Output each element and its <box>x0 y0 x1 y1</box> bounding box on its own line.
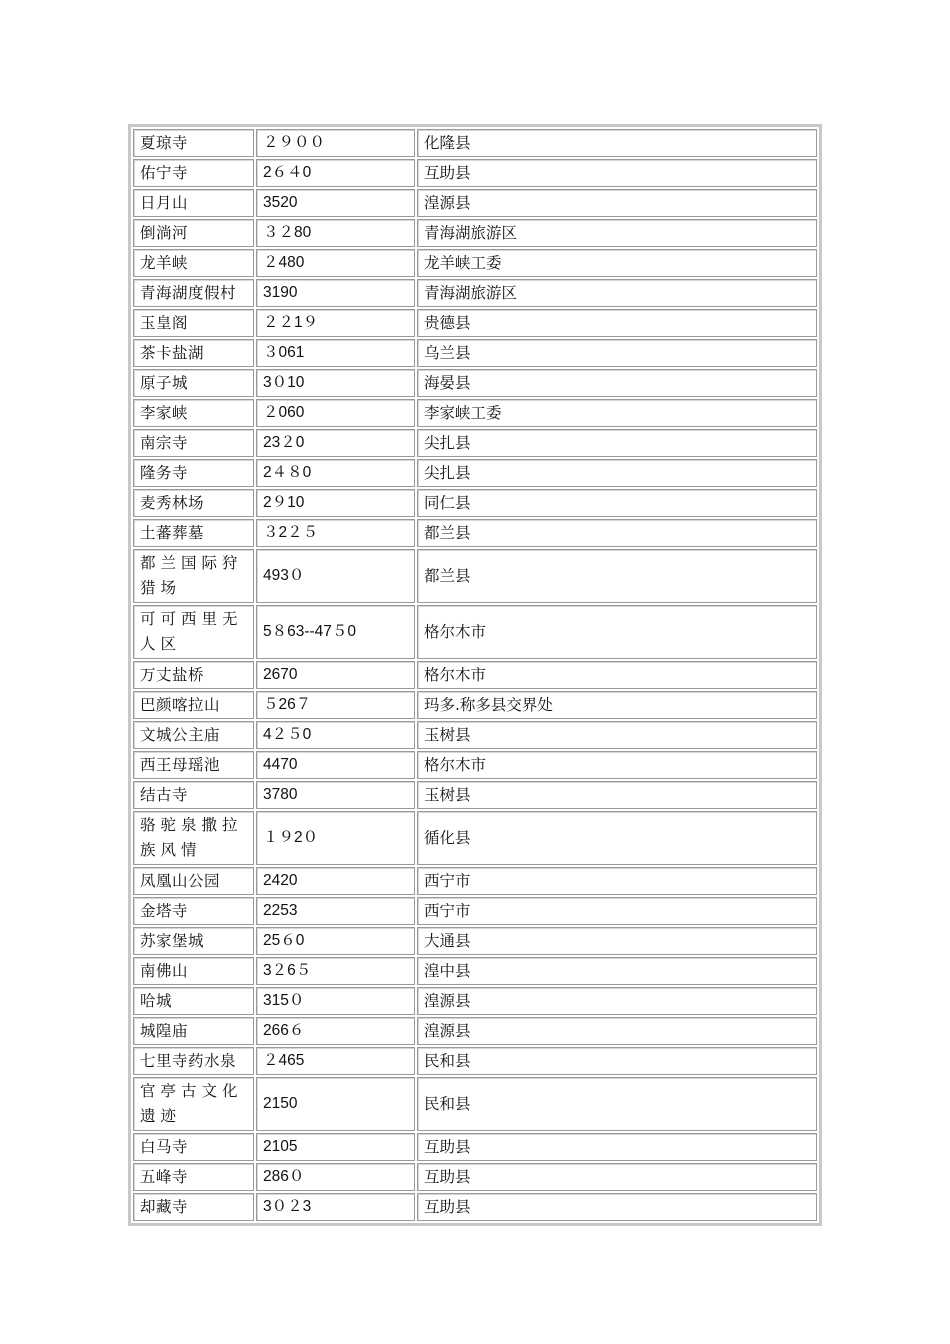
location-cell: 都兰县 <box>417 549 817 603</box>
spot-name-cell: 苏家堡城 <box>133 927 254 955</box>
table-row <box>133 519 817 547</box>
table-row <box>133 781 817 809</box>
spot-name-cell: 结古寺 <box>133 781 254 809</box>
table-row <box>133 661 817 689</box>
altitude-cell: 2４８0 <box>256 459 415 487</box>
altitude-cell: ２060 <box>256 399 415 427</box>
table-row <box>133 811 817 865</box>
spot-name-cell: 李家峡 <box>133 399 254 427</box>
altitude-cell: 2253 <box>256 897 415 925</box>
location-cell: 玛多.称多县交界处 <box>417 691 817 719</box>
location-cell: 青海湖旅游区 <box>417 279 817 307</box>
altitude-cell: 315０ <box>256 987 415 1015</box>
location-cell: 尖扎县 <box>417 459 817 487</box>
location-cell: 乌兰县 <box>417 339 817 367</box>
altitude-cell: 23２0 <box>256 429 415 457</box>
location-cell: 西宁市 <box>417 867 817 895</box>
altitude-cell: ３2２５ <box>256 519 415 547</box>
location-cell: 互助县 <box>417 159 817 187</box>
altitude-cell: ２２1９ <box>256 309 415 337</box>
table-row <box>133 751 817 779</box>
altitude-cell: 2150 <box>256 1077 415 1131</box>
location-cell: 尖扎县 <box>417 429 817 457</box>
location-cell: 化隆县 <box>417 129 817 157</box>
location-cell: 循化县 <box>417 811 817 865</box>
location-cell: 互助县 <box>417 1193 817 1221</box>
location-cell: 都兰县 <box>417 519 817 547</box>
table-row <box>133 691 817 719</box>
altitude-cell: ２９００ <box>256 129 415 157</box>
table-row <box>133 897 817 925</box>
spot-name-cell: 龙羊峡 <box>133 249 254 277</box>
table-row <box>133 987 817 1015</box>
table-row <box>133 189 817 217</box>
spot-name-cell: 夏琼寺 <box>133 129 254 157</box>
spot-name-cell: 七里寺药水泉 <box>133 1047 254 1075</box>
spot-name-cell: 文城公主庙 <box>133 721 254 749</box>
location-cell: 格尔木市 <box>417 751 817 779</box>
altitude-cell: 4２５0 <box>256 721 415 749</box>
table-row <box>133 721 817 749</box>
table-row <box>133 927 817 955</box>
table-row <box>133 605 817 659</box>
location-cell: 海晏县 <box>417 369 817 397</box>
location-cell: 龙羊峡工委 <box>417 249 817 277</box>
altitude-table <box>131 127 819 1223</box>
table-row <box>133 867 817 895</box>
location-cell: 湟中县 <box>417 957 817 985</box>
table-row <box>133 489 817 517</box>
altitude-cell: 2６４0 <box>256 159 415 187</box>
location-cell: 格尔木市 <box>417 605 817 659</box>
location-cell: 互助县 <box>417 1163 817 1191</box>
table-row <box>133 549 817 603</box>
altitude-cell: 5８63--47５0 <box>256 605 415 659</box>
altitude-cell: ２480 <box>256 249 415 277</box>
table-row <box>133 219 817 247</box>
location-cell: 互助县 <box>417 1133 817 1161</box>
location-cell: 民和县 <box>417 1077 817 1131</box>
spot-name-cell: 倒淌河 <box>133 219 254 247</box>
table-row <box>133 1133 817 1161</box>
location-cell: 湟源县 <box>417 987 817 1015</box>
spot-name-cell: 西王母瑶池 <box>133 751 254 779</box>
table-row <box>133 279 817 307</box>
location-cell: 玉树县 <box>417 721 817 749</box>
altitude-cell: 3０10 <box>256 369 415 397</box>
table-row <box>133 1193 817 1221</box>
location-cell: 湟源县 <box>417 189 817 217</box>
spot-name-cell: 白马寺 <box>133 1133 254 1161</box>
altitude-cell: 2105 <box>256 1133 415 1161</box>
spot-name-cell: 巴颜喀拉山 <box>133 691 254 719</box>
table-row <box>133 429 817 457</box>
table-row <box>133 1163 817 1191</box>
spot-name-cell: 官亭古文化遗迹 <box>133 1077 254 1131</box>
altitude-cell: 2670 <box>256 661 415 689</box>
spot-name-cell: 原子城 <box>133 369 254 397</box>
table-row <box>133 459 817 487</box>
altitude-cell: 266６ <box>256 1017 415 1045</box>
spot-name-cell: 玉皇阁 <box>133 309 254 337</box>
altitude-cell: 3０２3 <box>256 1193 415 1221</box>
scenic-spots-table <box>128 124 822 1226</box>
spot-name-cell: 城隍庙 <box>133 1017 254 1045</box>
table-row <box>133 369 817 397</box>
altitude-cell: ５26７ <box>256 691 415 719</box>
table-row <box>133 1047 817 1075</box>
table-row <box>133 129 817 157</box>
spot-name-cell: 骆驼泉撒拉族风情 <box>133 811 254 865</box>
table-row <box>133 399 817 427</box>
spot-name-cell: 五峰寺 <box>133 1163 254 1191</box>
location-cell: 大通县 <box>417 927 817 955</box>
altitude-cell: 493０ <box>256 549 415 603</box>
table-row <box>133 1077 817 1131</box>
spot-name-cell: 南佛山 <box>133 957 254 985</box>
altitude-cell: 3780 <box>256 781 415 809</box>
spot-name-cell: 青海湖度假村 <box>133 279 254 307</box>
spot-name-cell: 南宗寺 <box>133 429 254 457</box>
location-cell: 贵德县 <box>417 309 817 337</box>
table-row <box>133 1017 817 1045</box>
spot-name-cell: 茶卡盐湖 <box>133 339 254 367</box>
altitude-cell: 3520 <box>256 189 415 217</box>
altitude-cell: ２465 <box>256 1047 415 1075</box>
location-cell: 李家峡工委 <box>417 399 817 427</box>
spot-name-cell: 麦秀林场 <box>133 489 254 517</box>
location-cell: 玉树县 <box>417 781 817 809</box>
table-row <box>133 339 817 367</box>
altitude-cell: ３061 <box>256 339 415 367</box>
location-cell: 格尔木市 <box>417 661 817 689</box>
spot-name-cell: 日月山 <box>133 189 254 217</box>
location-cell: 民和县 <box>417 1047 817 1075</box>
spot-name-cell: 土蕃葬墓 <box>133 519 254 547</box>
altitude-cell: 2420 <box>256 867 415 895</box>
spot-name-cell: 隆务寺 <box>133 459 254 487</box>
location-cell: 青海湖旅游区 <box>417 219 817 247</box>
location-cell: 湟源县 <box>417 1017 817 1045</box>
altitude-cell: 25６0 <box>256 927 415 955</box>
spot-name-cell: 可可西里无人区 <box>133 605 254 659</box>
spot-name-cell: 都兰国际狩猎场 <box>133 549 254 603</box>
altitude-cell: 286０ <box>256 1163 415 1191</box>
location-cell: 同仁县 <box>417 489 817 517</box>
spot-name-cell: 凤凰山公园 <box>133 867 254 895</box>
spot-name-cell: 佑宁寺 <box>133 159 254 187</box>
altitude-cell: 4470 <box>256 751 415 779</box>
altitude-cell: ３２80 <box>256 219 415 247</box>
spot-name-cell: 万丈盐桥 <box>133 661 254 689</box>
altitude-cell: １９2０ <box>256 811 415 865</box>
spot-name-cell: 哈城 <box>133 987 254 1015</box>
altitude-cell: 3190 <box>256 279 415 307</box>
altitude-cell: 3２6５ <box>256 957 415 985</box>
table-body <box>133 129 817 1221</box>
table-row <box>133 249 817 277</box>
spot-name-cell: 却藏寺 <box>133 1193 254 1221</box>
spot-name-cell: 金塔寺 <box>133 897 254 925</box>
table-row <box>133 159 817 187</box>
location-cell: 西宁市 <box>417 897 817 925</box>
altitude-cell: 2９10 <box>256 489 415 517</box>
table-row <box>133 957 817 985</box>
table-row <box>133 309 817 337</box>
